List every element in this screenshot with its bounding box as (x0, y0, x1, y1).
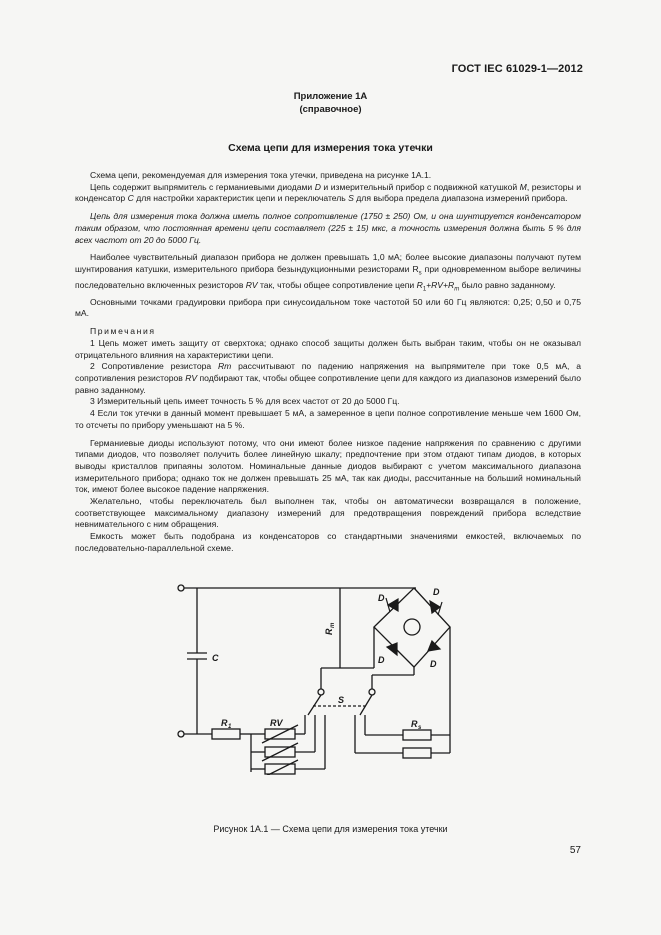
label-d2: D (433, 587, 440, 597)
paragraph: Наиболее чувствительный диапазон прибора не должен превышать 1,0 мА; более высокие диапазоны получают путем шунтирования катушки, измерительного прибора безындукционными резисторами $R_s$ при одновременном выборе величины последовательно включенных резисторов RV так, чтобы общее сопротивление цепи $R_1+RV+R_m$ было равно заданному. (75, 252, 581, 294)
diode-icon (428, 641, 440, 651)
appendix-title: Приложение 1А (293, 91, 368, 102)
label-rs-sub: s (418, 725, 422, 731)
label-rm-sub: m (330, 622, 336, 628)
meter-icon (404, 619, 420, 635)
terminal-top (178, 585, 184, 591)
switch-blade (308, 695, 321, 715)
diode-icon (430, 601, 440, 613)
resistor-rs1 (403, 730, 431, 740)
switch-blade (360, 695, 372, 715)
switch-contact-right (369, 689, 375, 695)
label-r1: R (221, 718, 228, 728)
diode-icon (387, 643, 397, 655)
label-s: S (338, 695, 345, 705)
label-d4: D (430, 659, 437, 669)
standard-number: ГОСТ IEC 61029-1—2012 (451, 63, 583, 75)
circuit-diagram (160, 575, 460, 775)
paragraph: Схема цепи, рекомендуемая для измерения тока утечки, приведена на рисунке 1А.1. (90, 170, 432, 180)
paragraph: Цепь содержит выпрямитель с германиевыми диодами D и измерительный прибор с подвижной катушкой М, резисторы и конденсатор С для настройки характеристик цепи и переключатель S для выбора предела диапазона измерений прибора. (75, 181, 582, 204)
label-rm: R (324, 628, 334, 635)
paragraph: Основными точками градуировки прибора при синусоидальном токе частотой 50 или 60 Гц являются: 0,25; 0,50 и 0,75 мА. (75, 296, 581, 319)
page-number: 57 (569, 845, 581, 856)
resistor-rs2 (403, 748, 431, 758)
note: 1 Цепь может иметь защиту от сверхтока; однако способ защиты должен быть выбран таким, чтобы он не оказывал отрицательного влияния на характеристики цепи. (75, 337, 581, 360)
figure-caption: Рисунок 1А.1 — Схема цепи для измерения тока утечки (213, 824, 448, 834)
note: 4 Если ток утечки в данный момент превышает 5 мА, а замеренное в цепи полное сопротивление меньше чем 1600 Ом, то отсчеты по прибору уменьшают на 5 %. (75, 408, 581, 430)
paragraph-italic: Цепь для измерения тока должна иметь полное сопротивление (1750 ± 250) Ом, и она шунтируется конденсатором таким образом, что постоянная времени цепи составляет (225 ± 15) мкс, а точность измерения должна быть 5 % для всех частот от 20 до 5000 Гц. (75, 211, 581, 245)
terminal-bottom (178, 731, 184, 737)
paragraph: Емкость может быть подобрана из конденсаторов со стандартными значениями емкостей, включаемых по последовательно-параллельной схеме. (75, 531, 581, 553)
label-r1-sub: 1 (228, 724, 232, 730)
resistor-r1 (212, 729, 240, 739)
label-d1: D (378, 593, 385, 603)
note: 2 Сопротивление резистора Rm рассчитывают по падению напряжения на выпрямителе при токе 0,5 мА, а сопротивления резисторов RV подбирают так, чтобы общее сопротивление цепи для каждого из диапазонов измерений было равно заданному. (75, 361, 581, 395)
paragraph: Германиевые диоды используют потому, что они имеют более низкое падение напряжения по сравнению с другими типами диодов, что позволяет получить более линейную шкалу; предпочтение при этом отдают типам диодов, в которых выводы кристаллов припаяны золотом. Номинальные данные диодов выбирают с учетом максимального диапазона измерительного прибора; однако ток не должен превышать 25 мА, так как диоды, рассчитанные на больший номинальный ток, имеют более высокое падение напряжения. (75, 437, 581, 495)
label-rv: RV (270, 718, 283, 728)
paragraph: Желательно, чтобы переключатель был выполнен так, чтобы он автоматически возвращался в положение, соответствующее максимальному диапазону измерений для предотвращения повреждений прибора вследствие невнимательного с ним обращения. (75, 496, 581, 530)
appendix-subtitle: (справочное) (299, 104, 362, 115)
label-c: C (212, 653, 219, 663)
body-text (75, 170, 581, 555)
label-rs: R (411, 719, 418, 729)
section-title: Схема цепи для измерения тока утечки (228, 142, 433, 154)
switch-contact-left (318, 689, 324, 695)
note: 3 Измерительный цепь имеет точность 5 % для всех частот от 20 до 5000 Гц. (90, 396, 400, 407)
label-d3: D (378, 655, 385, 665)
notes-heading: Примечания (90, 326, 156, 337)
